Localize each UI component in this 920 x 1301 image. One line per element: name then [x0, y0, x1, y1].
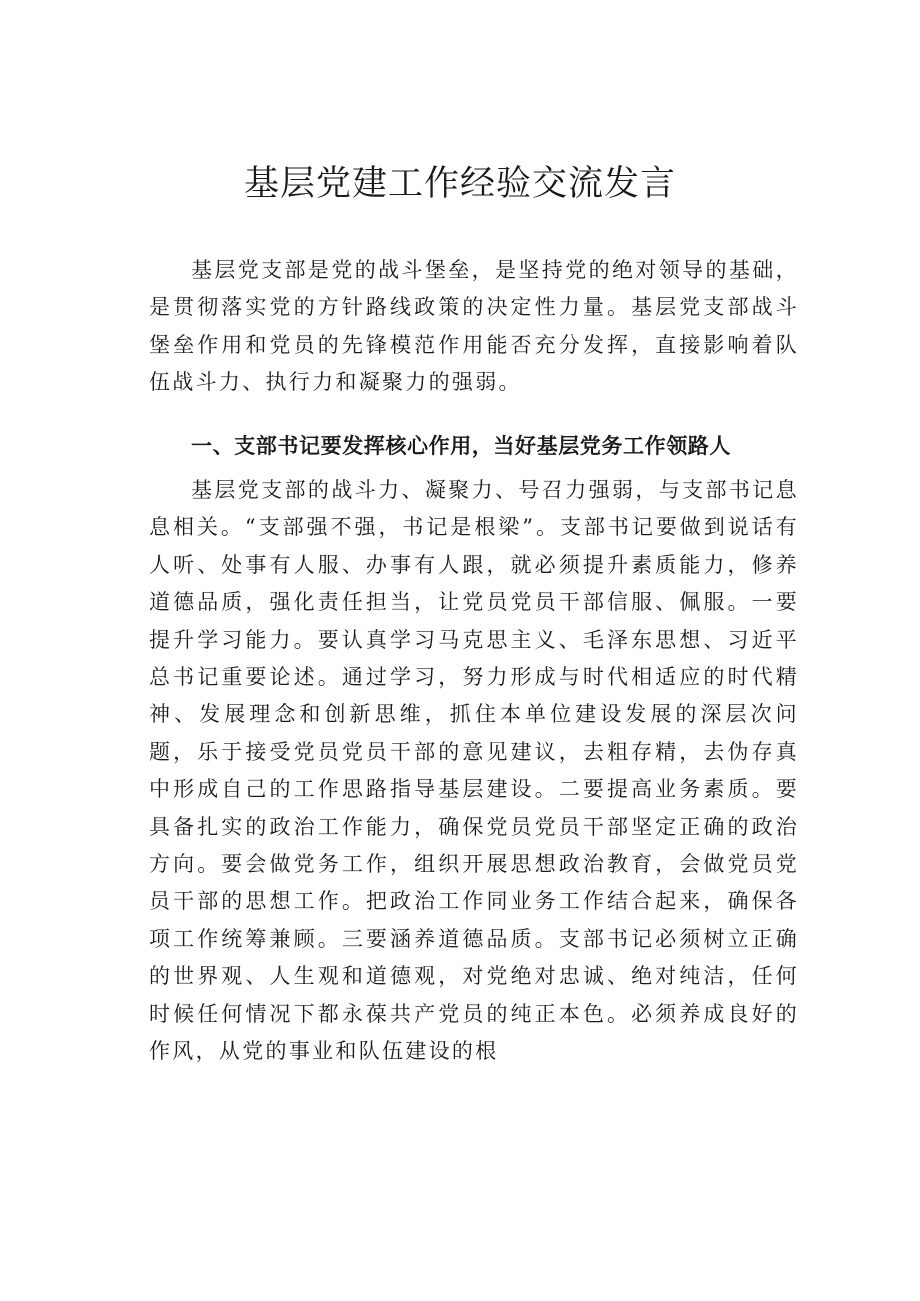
intro-paragraph: 基层党支部是党的战斗堡垒，是坚持党的绝对领导的基础，是贯彻落实党的方针路线政策的决定性力量。基层党支部战斗堡垒作用和党员的先锋模范作用能否充分发挥，直接影响着队伍战斗力、执行力和凝聚力的强弱。: [149, 258, 799, 395]
section-heading: 一、支部书记要发挥核心作用，当好基层党务工作领路人: [191, 434, 731, 458]
document-title: 基层党建工作经验交流发言: [243, 164, 676, 204]
section-paragraph: 基层党支部的战斗力、凝聚力、号召力强弱，与支部书记息息相关。“支部强不强，书记是根梁”。支部书记要做到说话有人听、处事有人服、办事有人跟，就必须提升素质能力，修养道德品质，强化责任担当，让党员党员干部信服、佩服。一要提升学习能力。要认真学习马克思主义、毛泽东思想、习近平总书记重要论述。通过学习，努力形成与时代相适应的时代精神、发展理念和创新思维，抓住本单位建设发展的深层次问题，乐于接受党员党员干部的意见建议，去粗存精，去伪存真中形成自己的工作思路指导基层建设。二要提高业务素质。要具备扎实的政治工作能力，确保党员党员干部坚定正确的政治方向。要会做党务工作，组织开展思想政治教育，会做党员党员干部的思想工作。把政治工作同业务工作结合起来，确保各项工作统筹兼顾。三要涵养道德品质。支部书记必须树立正确的世界观、人生观和道德观，对党绝对忠诚、绝对纯洁，任何时候任何情况下都永葆共产党员的纯正本色。必须养成良好的作风，从党的事业和队伍建设的根: [149, 478, 799, 1064]
